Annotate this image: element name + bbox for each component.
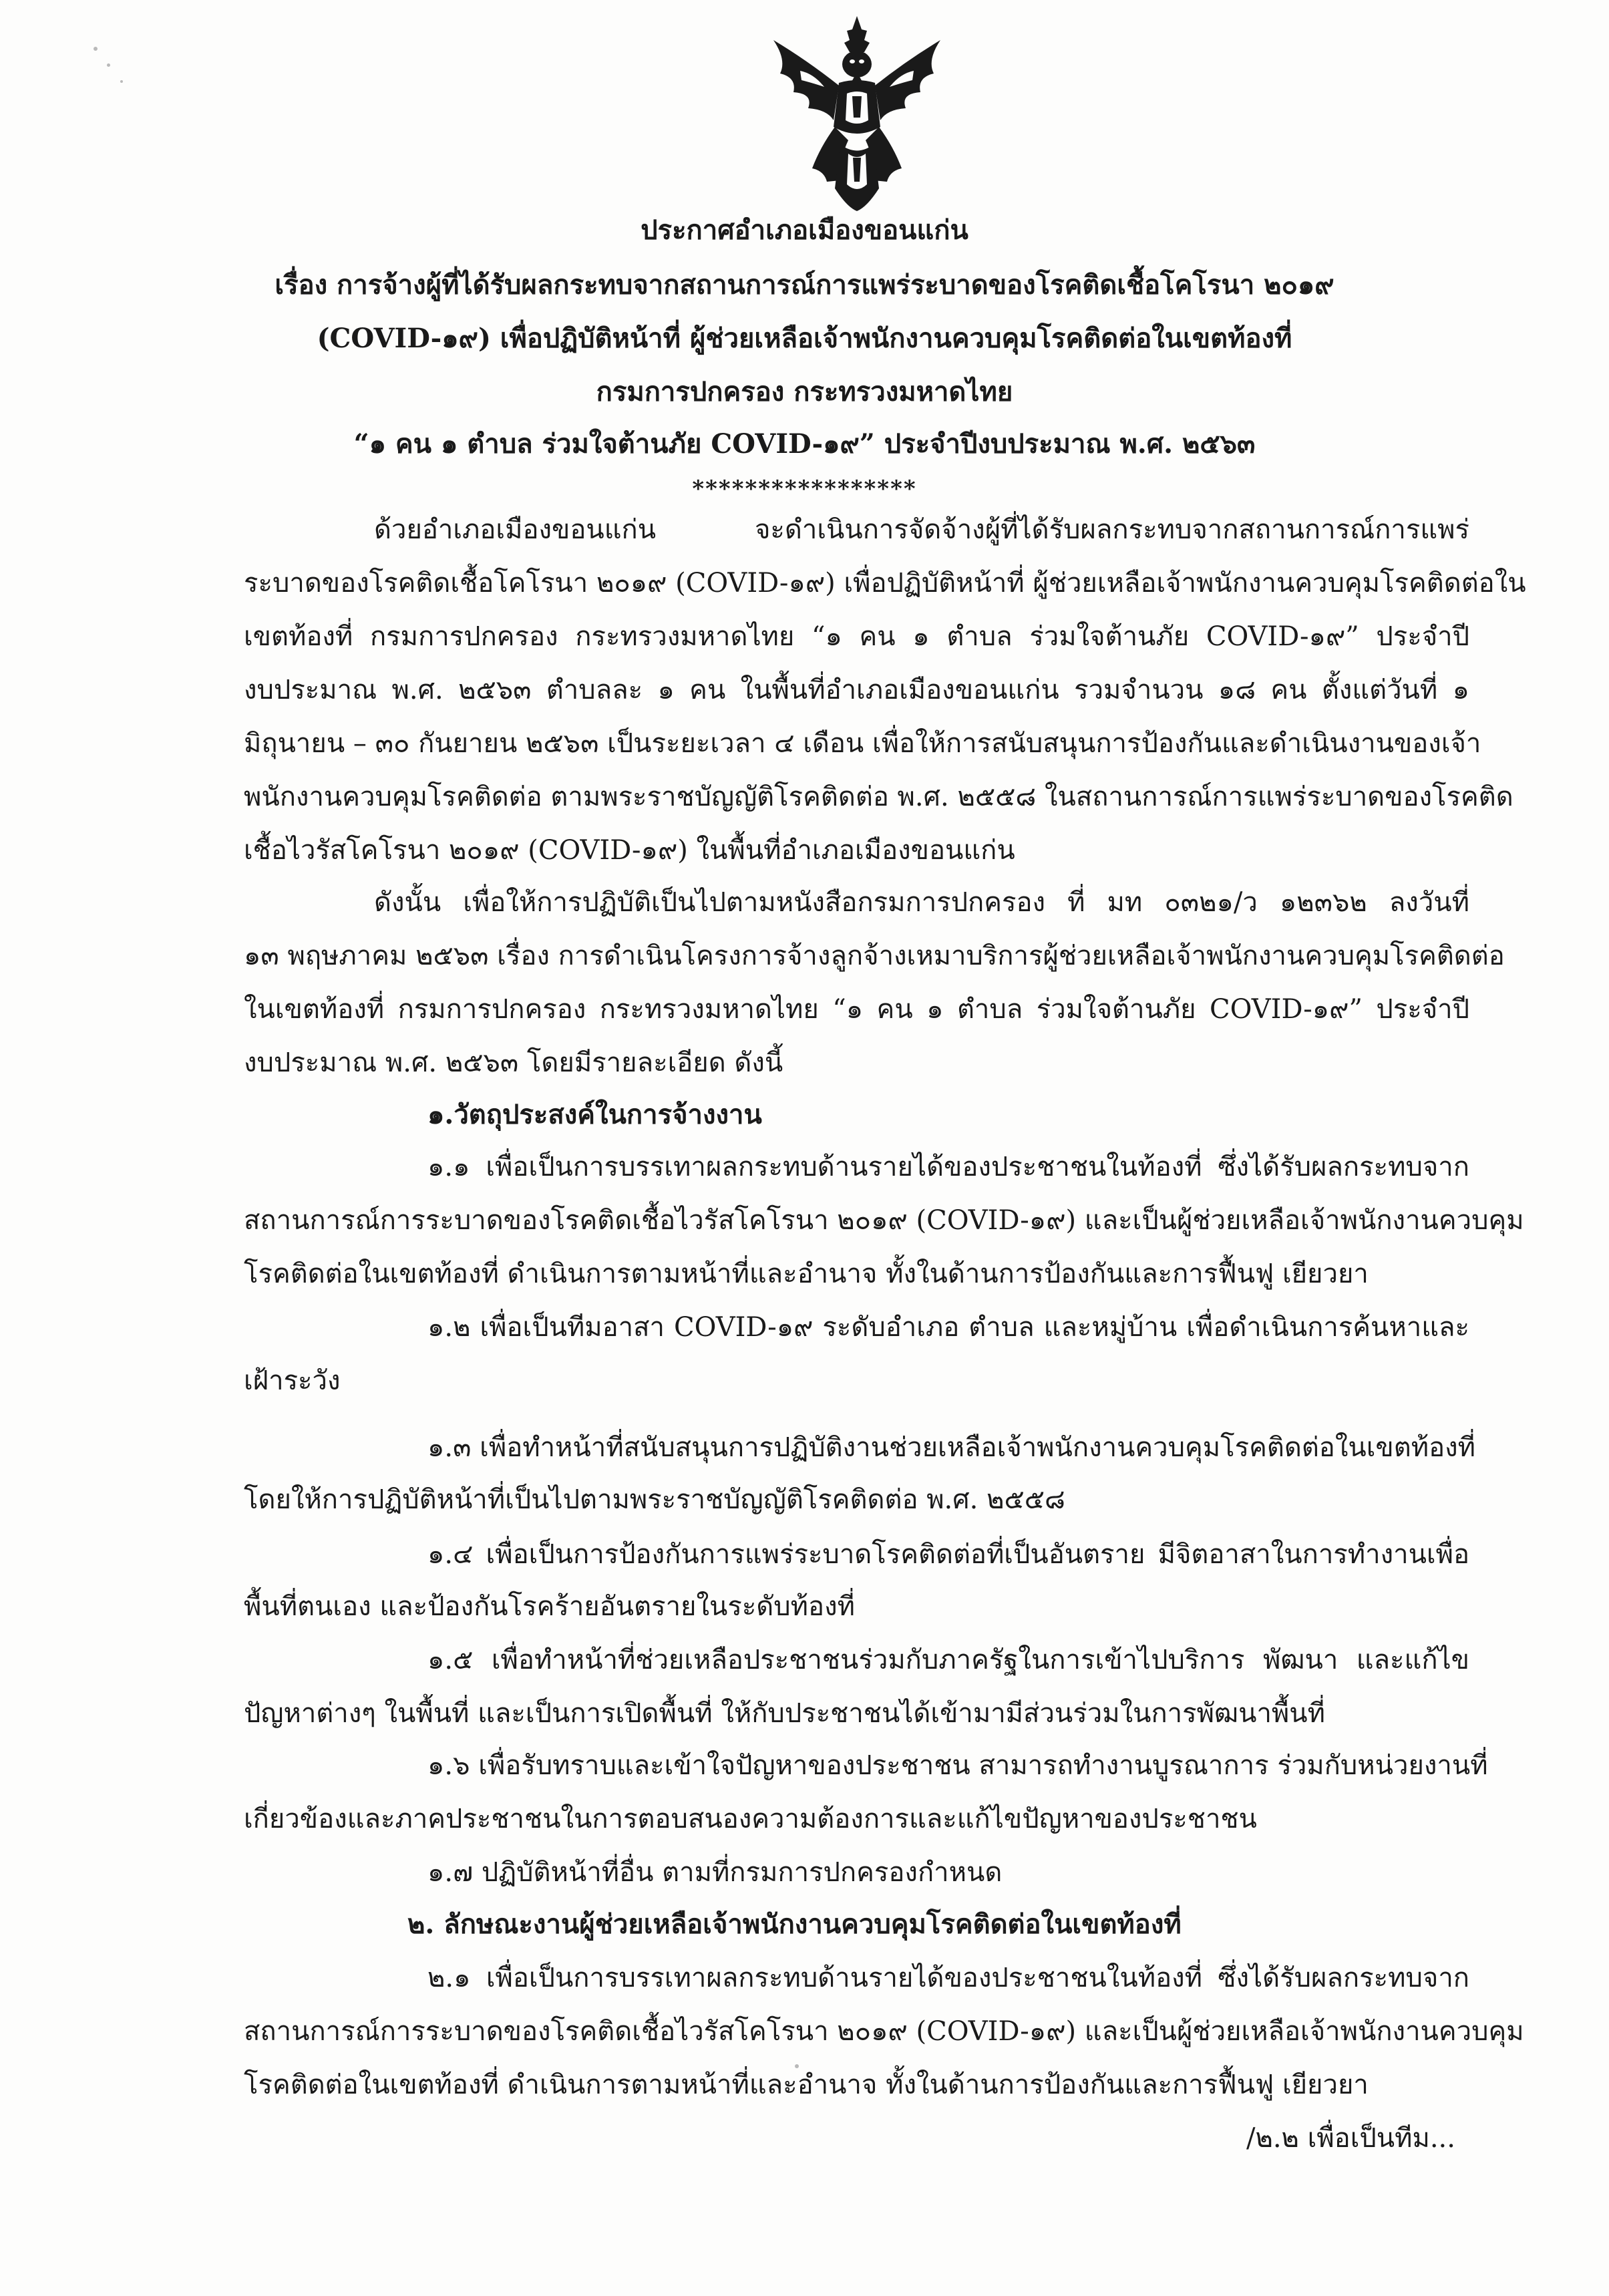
paragraph-line: งบประมาณ พ.ศ. ๒๕๖๓ โดยมีรายละเอียด ดังนี้ [244, 1047, 783, 1078]
paragraph-line: เกี่ยวข้องและภาคประชาชนในการตอบสนองความต้องการและแก้ไขปัญหาของประชาชน [244, 1804, 1257, 1834]
paragraph-line: ๑.๖ เพื่อรับทราบและเข้าใจปัญหาของประชาชน สามารถทำงานบูรณาการ ร่วมกับหน่วยงานที่ [427, 1750, 1488, 1781]
paragraph-line: สถานการณ์การระบาดของโรคติดเชื้อไวรัสโคโรนา ๒๐๑๙ (COVID-๑๙) และเป็นผู้ช่วยเหลือเจ้าพนักงานควบคุม [244, 1205, 1524, 1236]
scan-speck [120, 80, 123, 83]
scan-speck [94, 47, 98, 51]
paragraph-line: ด้วยอำเภอเมืองขอนแก่น จะดำเนินการจัดจ้างผู้ที่ได้รับผลกระทบจากสถานการณ์การแพร่ [374, 514, 1469, 545]
paragraph-line: โดยให้การปฏิบัติหน้าที่เป็นไปตามพระราชบัญญัติโรคติดต่อ พ.ศ. ๒๕๕๘ [244, 1484, 1065, 1515]
subject-line: กรมการปกครอง กระทรวงมหาดไทย [596, 376, 1013, 407]
paragraph-line: เฝ้าระวัง [244, 1365, 341, 1396]
paragraph-line: เชื้อไวรัสโคโรนา ๒๐๑๙ (COVID-๑๙) ในพื้นที่อำเภอเมืองขอนแก่น [244, 835, 1015, 866]
subject-line: “๑ คน ๑ ตำบล ร่วมใจต้านภัย COVID-๑๙” ประจำปีงบประมาณ พ.ศ. ๒๕๖๓ [353, 428, 1256, 460]
paragraph-line: ในเขตท้องที่ กรมการปกครอง กระทรวงมหาดไทย “๑ คน ๑ ตำบล ร่วมใจต้านภัย COVID-๑๙” ประจำปี [244, 994, 1469, 1025]
paragraph-line: พื้นที่ตนเอง และป้องกันโรคร้ายอันตรายในระดับท้องที่ [244, 1591, 855, 1622]
paragraph-line: ปัญหาต่างๆ ในพื้นที่ และเป็นการเปิดพื้นที่ ให้กับประชาชนได้เข้ามามีส่วนร่วมในการพัฒนาพื้นที่ [244, 1698, 1326, 1729]
paragraph-line: ดังนั้น เพื่อให้การปฏิบัติเป็นไปตามหนังสือกรมการปกครอง ที่ มท ๐๓๒๑/ว ๑๒๓๖๒ ลงวันที่ [374, 887, 1469, 918]
scan-speck [107, 63, 110, 67]
paragraph-line: มิถุนายน – ๓๐ กันยายน ๒๕๖๓ เป็นระยะเวลา ๔ เดือน เพื่อให้การสนับสนุนการป้องกันและดำเนินงานของเจ้า [244, 728, 1481, 759]
garuda-emblem-icon [760, 13, 954, 214]
paragraph-line: พนักงานควบคุมโรคติดต่อ ตามพระราชบัญญัติโรคติดต่อ พ.ศ. ๒๕๕๘ ในสถานการณ์การแพร่ระบาดของโรคติด [244, 782, 1513, 812]
paragraph-line: ๑.๒ เพื่อเป็นทีมอาสา COVID-๑๙ ระดับอำเภอ ตำบล และหมู่บ้าน เพื่อดำเนินการค้นหาและ [427, 1312, 1469, 1343]
continuation-note: /๒.๒ เพื่อเป็นทีม... [1246, 2123, 1455, 2154]
paragraph-line: โรคติดต่อในเขตท้องที่ ดำเนินการตามหน้าที่และอำนาจ ทั้งในด้านการป้องกันและการฟื้นฟู เยียวยา [244, 1259, 1369, 1289]
paragraph-line: สถานการณ์การระบาดของโรคติดเชื้อไวรัสโคโรนา ๒๐๑๙ (COVID-๑๙) และเป็นผู้ช่วยเหลือเจ้าพนักงานควบคุม [244, 2016, 1524, 2047]
paragraph-line: งบประมาณ พ.ศ. ๒๕๖๓ ตำบลละ ๑ คน ในพื้นที่อำเภอเมืองขอนแก่น รวมจำนวน ๑๘ คน ตั้งแต่วันที่ ๑ [244, 675, 1469, 705]
paragraph-line: ๑.๔ เพื่อเป็นการป้องกันการแพร่ระบาดโรคติดต่อที่เป็นอันตราย มีจิตอาสาในการทำงานเพื่อ [427, 1539, 1469, 1570]
announcement-title: ประกาศอำเภอเมืองขอนแก่น [641, 214, 968, 246]
paragraph-line: ๒.๑ เพื่อเป็นการบรรเทาผลกระทบด้านรายได้ของประชาชนในท้องที่ ซึ่งได้รับผลกระทบจาก [427, 1963, 1469, 1993]
paragraph-line: ๑.๓ เพื่อทำหน้าที่สนับสนุนการปฏิบัติงานช่วยเหลือเจ้าพนักงานควบคุมโรคติดต่อในเขตท้องที่ [427, 1432, 1475, 1463]
subject-line: เรื่อง การจ้างผู้ที่ได้รับผลกระทบจากสถานการณ์การแพร่ระบาดของโรคติดเชื้อโคโรนา ๒๐๑๙ [275, 269, 1334, 301]
paragraph-line: เขตท้องที่ กรมการปกครอง กระทรวงมหาดไทย “๑ คน ๑ ตำบล ร่วมใจต้านภัย COVID-๑๙” ประจำปี [244, 621, 1469, 652]
section-heading: ๑.วัตถุประสงค์ในการจ้างงาน [427, 1099, 762, 1130]
paragraph-line: ระบาดของโรคติดเชื้อโคโรนา ๒๐๑๙ (COVID-๑๙) เพื่อปฏิบัติหน้าที่ ผู้ช่วยเหลือเจ้าพนักงานควบคุมโรคติดต่อใน [244, 568, 1526, 599]
subject-line: (COVID-๑๙) เพื่อปฏิบัติหน้าที่ ผู้ช่วยเหลือเจ้าพนักงานควบคุมโรคติดต่อในเขตท้องที่ [317, 323, 1292, 354]
paragraph-line: โรคติดต่อในเขตท้องที่ ดำเนินการตามหน้าที่และอำนาจ ทั้งในด้านการป้องกันและการฟื้นฟู เยียวยา [244, 2070, 1369, 2100]
paragraph-line: ๑.๕ เพื่อทำหน้าที่ช่วยเหลือประชาชนร่วมกับภาครัฐในการเข้าไปบริการ พัฒนา และแก้ไข [427, 1645, 1469, 1675]
paragraph-line: ๑.๑ เพื่อเป็นการบรรเทาผลกระทบด้านรายได้ของประชาชนในท้องที่ ซึ่งได้รับผลกระทบจาก [427, 1152, 1469, 1182]
separator: ***************** [692, 476, 917, 502]
section-heading: ๒. ลักษณะงานผู้ช่วยเหลือเจ้าพนักงานควบคุมโรคติดต่อในเขตท้องที่ [407, 1909, 1182, 1940]
paragraph-line: ๑๓ พฤษภาคม ๒๕๖๓ เรื่อง การดำเนินโครงการจ้างลูกจ้างเหมาบริการผู้ช่วยเหลือเจ้าพนักงานควบคุมโรคติดต่อ [244, 941, 1505, 971]
paragraph-line: ๑.๗ ปฏิบัติหน้าที่อื่น ตามที่กรมการปกครองกำหนด [427, 1857, 1003, 1888]
